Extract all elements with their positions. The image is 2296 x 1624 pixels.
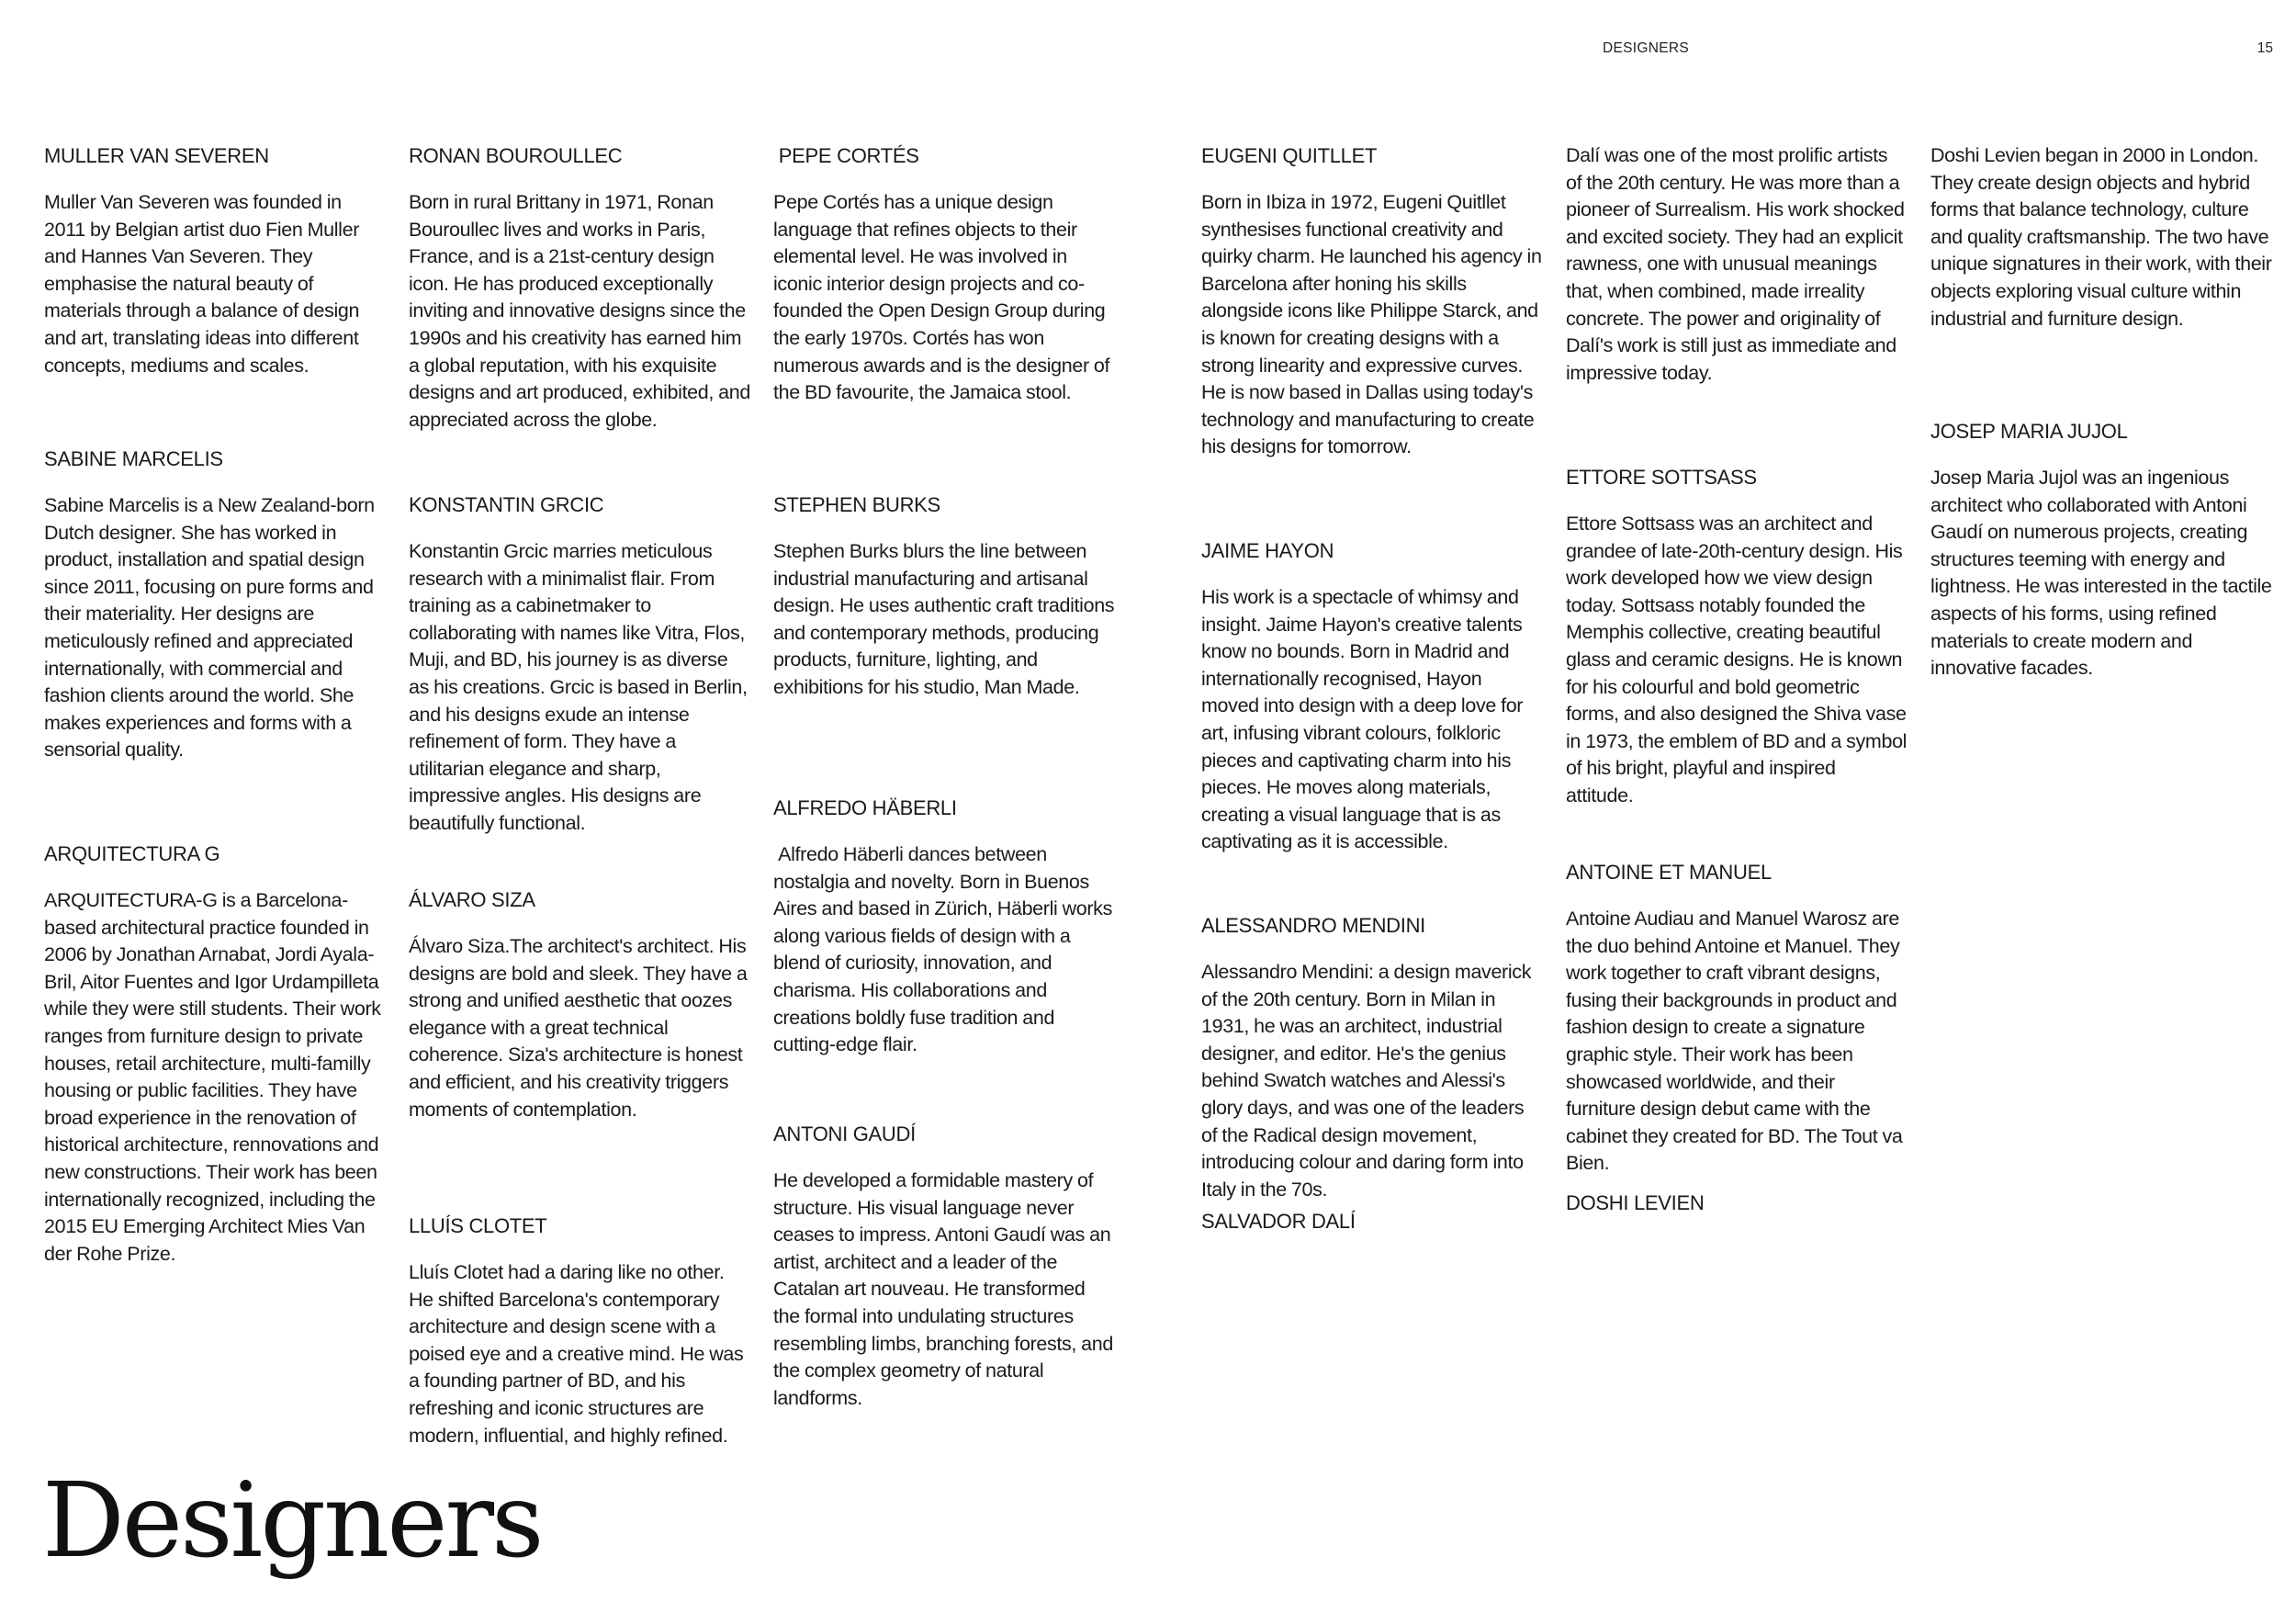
designer-bio: Stephen Burks blurs the line between industrial manufacturing and artisanal design. He uses authentic craft traditions and contemporary methods, producing products, furniture, lighting, and exhibitions for his studio, Man Made. <box>773 540 1115 698</box>
designer-entry-ettore-sottsass <box>1566 464 1908 810</box>
designer-bio: Antoine Audiau and Manuel Warosz are the duo behind Antoine et Manuel. They work together to craft vibrant designs, fusing their backgrounds in product and fashion design to create a signature graphic style. Their work has been showcased worldwide, and their furniture design debut came with the cabinet they created for BD. The Tout va Bien. <box>1566 908 1903 1175</box>
designer-name: MULLER VAN SEVEREN <box>44 144 269 167</box>
page-title: Designers <box>42 1461 542 1581</box>
designer-name: ANTOINE ET MANUEL <box>1566 861 1772 884</box>
designer-name: STEPHEN BURKS <box>773 493 940 516</box>
designer-bio: Konstantin Grcic marries meticulous research with a minimalist flair. From training as a cabinetmaker to collaborating with names like Vitra, Flos, Muji, and BD, his journey is as diverse as his creations. Grcic is based in Berlin, and his designs exude an intense refinement of form. They have a utilitarian elegance and sharp, impressive angles. His designs are beautifully functional. <box>409 540 748 834</box>
designer-bio: Ettore Sottsass was an architect and grandee of late-20th-century design. His work developed how we view design today. Sottsass notably founded the Memphis collective, creating beautiful glass and ceramic designs. He is known for his colourful and bold geometric forms, and also designed the Shiva vase in 1973, the emblem of BD and a symbol of his bright, playful and inspired attitude. <box>1566 513 1908 806</box>
designer-name: ARQUITECTURA G <box>44 842 220 865</box>
designer-bio: He developed a formidable mastery of structure. His visual language never ceases to impress. Antoni Gaudí was an artist, architect and a leader of the Catalan art nouveau. He transformed the formal into undulating structures resembling limbs, branching forests, and the complex geometry of natural landforms. <box>773 1169 1113 1409</box>
designer-bio: Born in Ibiza in 1972, Eugeni Quitllet synthesises functional creativity and quirky charm. He launched his agency in Barcelona after honing his skills alongside icons like Philippe Starck, and is known for creating designs with a strong linearity and expressive curves. He is now based in Dallas using today's technology and manufacturing to create his designs for tomorrow. <box>1201 191 1542 458</box>
designer-entry-alessandro-mendini <box>1201 912 1543 1203</box>
designer-entry-sabine-marcelis <box>44 445 386 764</box>
designer-bio: Sabine Marcelis is a New Zealand-born Dutch designer. She has worked in product, installation and spatial design since 2011, focusing on pure forms and their materiality. Her designs are meticulously refined and appreciated internationally, with commercial and fashion clients around the world. She makes experiences and forms with a sensorial quality. <box>44 494 375 761</box>
designer-entry-antoine-et-manuel <box>1566 859 1908 1178</box>
designer-bio: Álvaro Siza.The architect's architect. His designs are bold and sleek. They have a strong and unified aesthetic that oozes elegance with a great technical coherence. Siza's architecture is honest and efficient, and his creativity triggers moments of contemplation. <box>409 935 748 1121</box>
designer-entry-alfredo-haberli <box>773 795 1118 1059</box>
designer-entry-konstantin-grcic <box>409 491 750 838</box>
designer-entry-stephen-burks <box>773 491 1115 702</box>
designer-bio: Muller Van Severen was founded in 2011 by Belgian artist duo Fien Muller and Hannes Van Severen. They emphasise the natural beauty of materials through a balance of design and art, translating ideas into different concepts, mediums and scales. <box>44 191 360 377</box>
designer-entry-muller-van-severen <box>44 142 386 379</box>
designer-name: ANTONI GAUDÍ <box>773 1122 916 1145</box>
designer-name: SALVADOR DALÍ <box>1201 1210 1356 1233</box>
designer-entry-salvador-dali-bio <box>1566 142 1908 387</box>
designer-entry-alvaro-siza <box>409 886 750 1123</box>
designer-name: LLUÍS CLOTET <box>409 1214 547 1237</box>
designer-bio: Born in rural Brittany in 1971, Ronan Bouroullec lives and works in Paris, France, and is a 21st-century design icon. He has produced exceptionally inviting and innovative designs since the 1990s and his creativity has earned him a global reputation, with his exquisite designs and art produced, exhibited, and appreciated across the globe. <box>409 191 750 431</box>
designer-entry-pepe-cortes <box>773 142 1115 407</box>
designer-entry-jaime-hayon <box>1201 537 1543 856</box>
designer-entry-salvador-dali <box>1201 1208 1543 1255</box>
running-head-section: DESIGNERS <box>1603 40 1689 56</box>
designer-entry-lluis-clotet <box>409 1212 750 1449</box>
designer-name: JAIME HAYON <box>1201 539 1334 562</box>
designer-name: JOSEP MARIA JUJOL <box>1930 420 2128 443</box>
designer-bio: Doshi Levien began in 2000 in London. They create design objects and hybrid forms that balance technology, culture and quality craftsmanship. The two have unique signatures in their work, with their objects exploring visual culture within industrial and furniture design. <box>1930 144 2272 330</box>
designer-name: SABINE MARCELIS <box>44 447 223 470</box>
designer-name: EUGENI QUITLLET <box>1201 144 1378 167</box>
designer-entry-doshi-levien-bio <box>1930 142 2272 333</box>
designer-entry-antoni-gaudi <box>773 1121 1115 1412</box>
designer-bio: Pepe Cortés has a unique design language that refines objects to their elemental level. He was involved in iconic interior design projects and co-founded the Open Design Group during the early 1970s. Cortés has won numerous awards and is the designer of the BD favourite, the Jamaica stool. <box>773 191 1110 404</box>
designer-name: ÁLVARO SIZA <box>409 888 535 911</box>
designer-entry-ronan-bouroullec <box>409 142 750 434</box>
designer-entry-eugeni-quitllet <box>1201 142 1543 461</box>
designer-name: RONAN BOUROULLEC <box>409 144 623 167</box>
designer-name: ETTORE SOTTSASS <box>1566 466 1757 489</box>
designer-name: ALESSANDRO MENDINI <box>1201 914 1425 937</box>
designer-bio: Alfredo Häberli dances between nostalgia and novelty. Born in Buenos Aires and based in Zürich, Häberli works along various fields of design with a blend of curiosity, innovation, and charisma. His collaborations and creations boldly fuse tradition and cutting-edge flair. <box>773 843 1118 1056</box>
designer-name: ALFREDO HÄBERLI <box>773 796 957 819</box>
designer-bio: Alessandro Mendini: a design maverick of the 20th century. Born in Milan in 1931, he was an architect, industrial designer, and editor. He's the genius behind Swatch watches and Alessi's glory days, and was one of the leaders of the Radical design movement, introducing colour and daring form into Italy in the 70s. <box>1201 961 1532 1201</box>
designer-bio: ARQUITECTURA-G is a Barcelona-based architectural practice founded in 2006 by Jonathan Arnabat, Jordi Ayala-Bril, Aitor Fuentes and Igor Urdampilleta while they were still students. Their work ranges from furniture design to private houses, retail architecture, multi-familly housing or public facilities. They have broad experience in the renovation of historical architecture, rennovations and new constructions. Their work has been internationally recognized, including the 2015 EU Emerging Architect Mies Van der Rohe Prize. <box>44 889 381 1265</box>
designer-name: PEPE CORTÉS <box>773 144 919 167</box>
designer-entry-doshi-levien <box>1566 1190 1908 1236</box>
designer-name: KONSTANTIN GRCIC <box>409 493 604 516</box>
designer-entry-josep-maria-jujol <box>1930 418 2272 682</box>
designer-bio: Josep Maria Jujol was an ingenious architect who collaborated with Antoni Gaudí on numerous projects, creating structures teeming with energy and lightness. He was interested in the tactile aspects of his forms, using refined materials to create modern and innovative facades. <box>1930 467 2272 680</box>
designer-bio: Dalí was one of the most prolific artists of the 20th century. He was more than a pioneer of Surrealism. His work shocked and excited society. They had an explicit rawness, one with unusual meanings that, when combined, made irreality concrete. The power and originality of Dalí's work is still just as immediate and impressive today. <box>1566 144 1905 384</box>
designer-name: DOSHI LEVIEN <box>1566 1191 1705 1214</box>
designer-entry-arquitectura-g <box>44 840 386 1268</box>
page-number: 15 <box>2257 40 2273 56</box>
designer-bio: His work is a spectacle of whimsy and insight. Jaime Hayon's creative talents know no bounds. Born in Madrid and internationally recognised, Hayon moved into design with a deep love for art, infusing vibrant colours, folkloric pieces and captivating charm into his pieces. He moves along materials, creating a visual language that is as captivating as it is accessible. <box>1201 586 1524 853</box>
designer-bio: Lluís Clotet had a daring like no other. He shifted Barcelona's contemporary architecture and design scene with a poised eye and a creative mind. He was a founding partner of BD, and his refreshing and iconic structures are modern, influential, and highly refined. <box>409 1261 744 1447</box>
